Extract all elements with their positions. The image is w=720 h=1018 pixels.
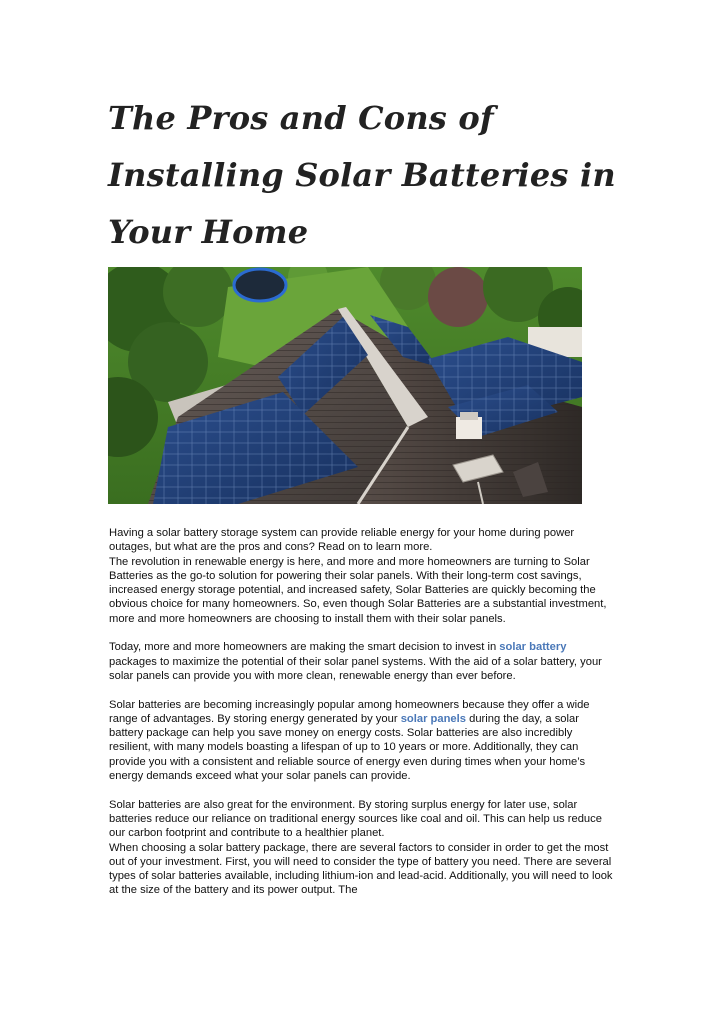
paragraph-intro: Having a solar battery storage system can provide reliable energy for your home during power outages, but what are the pros and cons? Read on to learn more. <box>109 527 575 554</box>
paragraph-smart-decision: Today, more and more homeowners are making the smart decision to invest in solar battery packages to maximize the potential of their solar panel systems. With the aid of a solar battery, your solar panels can provide you with more clean, renewable energy than ever before. <box>109 641 602 682</box>
solar-battery-link[interactable]: solar battery <box>499 641 567 654</box>
title-line-1: The Pros and Cons of <box>108 99 494 137</box>
paragraph-advantages: Solar batteries are becoming increasingly popular among homeowners because they offer a wide range of advantages. By storing energy generated by your solar panels during the day, a solar battery package can help you save money on energy costs. Solar batteries are also incredibly resilient, with many models boasting a lifespan of up to 10 years or more. Additionally, they can provide you with a consistent and reliable source of energy even during times when your home’s energy demands exceed what your solar panels can provide. <box>109 698 590 783</box>
paragraph-environment: Solar batteries are also great for the environment. By storing surplus energy for later use, solar batteries reduce our reliance on traditional energy sources like coal and oil. This can help us reduce our carbon footprint and contribute to a healthier planet. <box>109 798 602 840</box>
article-body <box>109 526 616 898</box>
paragraph-revolution: The revolution in renewable energy is here, and more and more homeowners are turning to Solar Batteries as the go-to solution for powering their solar panels. With their long-term cost savings, increased energy storage potential, and increased safety, Solar Batteries are quickly becoming the obvious choice for many homeowners. So, even though Solar Batteries are a substantial investment, more and more homeowners are choosing to install them with their solar panels. <box>109 555 607 625</box>
title-line-3: Your Home <box>108 213 309 251</box>
title-line-2: Installing Solar Batteries in <box>108 156 616 194</box>
solar-roof-photo-icon <box>108 267 582 504</box>
page-title <box>108 90 628 261</box>
paragraph-choosing: When choosing a solar battery package, there are several factors to consider in order to get the most out of your investment. First, you will need to consider the type of battery you need. There are several types of solar batteries available, including lithium-ion and lead-acid. Additionally, you will need to look at the size of the battery and its power output. The <box>109 841 613 897</box>
hero-image <box>108 267 582 504</box>
solar-panels-link[interactable]: solar panels <box>400 712 466 725</box>
